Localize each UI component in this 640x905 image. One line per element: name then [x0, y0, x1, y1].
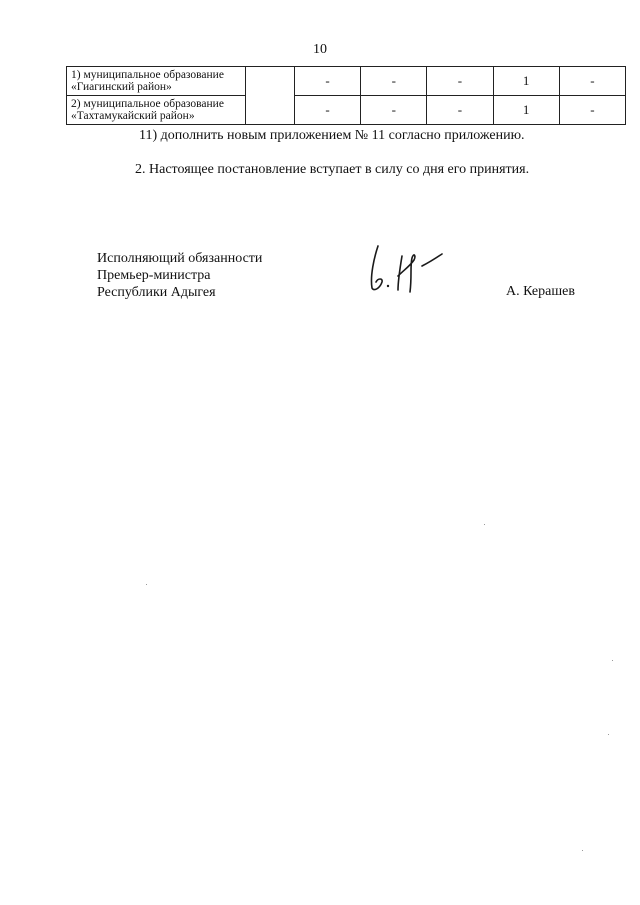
paragraph-item-11: 11) дополнить новым приложением № 11 согласно приложению.: [139, 128, 525, 143]
row-name-line: «Гиагинский район»: [71, 81, 172, 93]
table-cell: -: [295, 96, 361, 125]
signer-name: А. Керашев: [506, 284, 575, 299]
row-name-line: 1) муниципальное образование: [71, 69, 224, 81]
table-cell: -: [295, 67, 361, 96]
page-number: 10: [313, 42, 327, 57]
scan-speck: [612, 660, 613, 661]
table-cell: -: [427, 96, 493, 125]
table-row: [67, 67, 626, 96]
signatory-title-line: Премьер-министра: [97, 268, 211, 283]
row-municipality-name: [67, 67, 246, 96]
row-name-line: 2) муниципальное образование: [71, 98, 224, 110]
table-cell: 1: [493, 67, 559, 96]
scan-speck: [484, 524, 485, 525]
table-cell: -: [559, 67, 625, 96]
handwritten-signature: [364, 236, 454, 296]
table-cell: 1: [493, 96, 559, 125]
scan-speck: [146, 584, 147, 585]
row-name-line: «Тахтамукайский район»: [71, 110, 195, 122]
allocation-table: [66, 66, 626, 125]
paragraph-item-2: 2. Настоящее постановление вступает в силу со дня его принятия.: [135, 162, 530, 177]
table-cell: -: [427, 67, 493, 96]
table-cell: -: [559, 96, 625, 125]
row-municipality-name: [67, 96, 246, 125]
signatory-title: [97, 250, 262, 301]
table-cell: -: [361, 96, 427, 125]
scan-speck: [608, 734, 609, 735]
scan-speck: [582, 850, 583, 851]
signatory-title-line: Республики Адыгея: [97, 285, 216, 300]
merged-empty-cell: [246, 67, 295, 125]
table-cell: -: [361, 67, 427, 96]
signatory-title-line: Исполняющий обязанности: [97, 251, 263, 266]
table-row: [67, 96, 626, 125]
